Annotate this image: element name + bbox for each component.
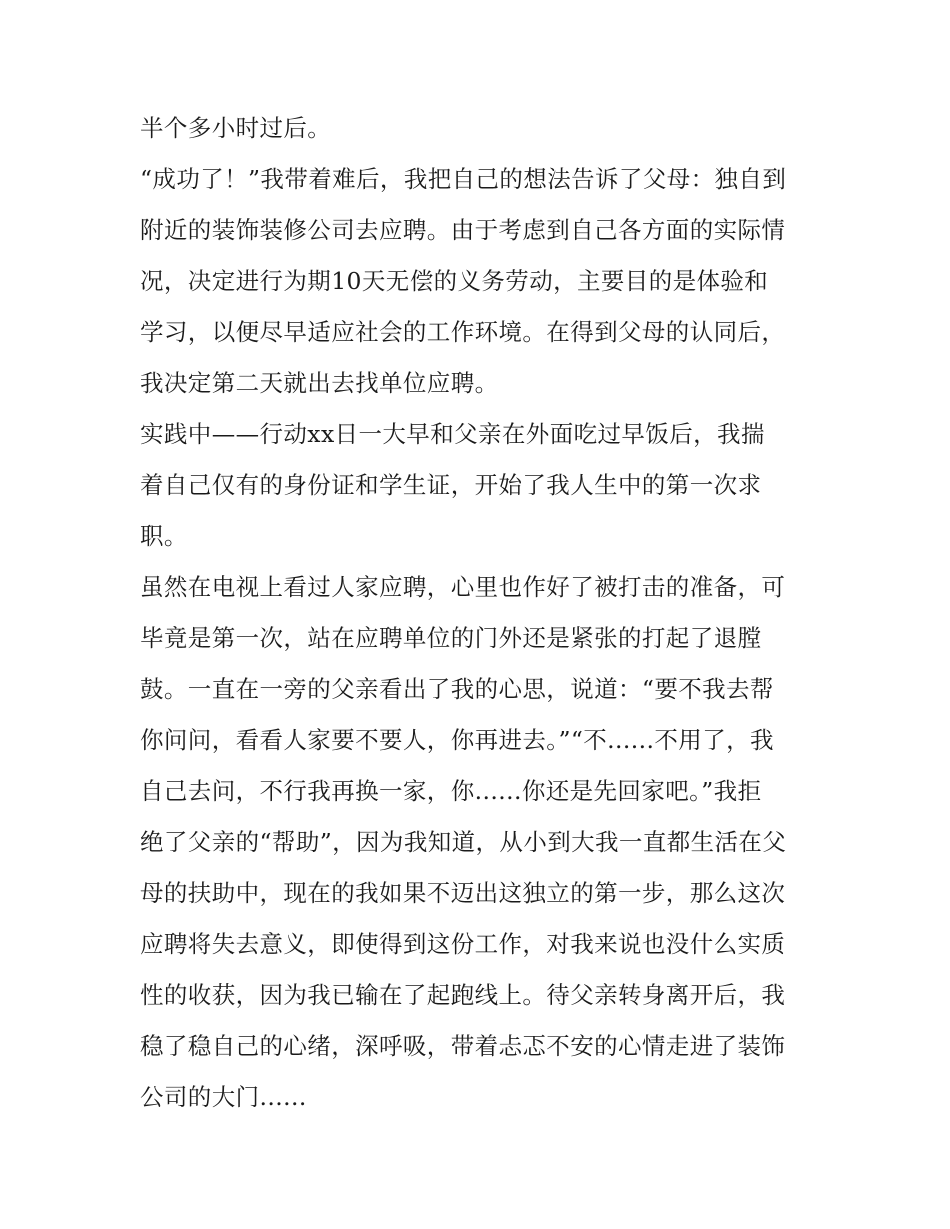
text-line: 公司的大门...... [140, 1083, 307, 1111]
text-line: 母的扶助中，现在的我如果不迈出这独立的第一步，那么这次 [140, 879, 786, 907]
text-line: 自己去问，不行我再换一家，你......你还是先回家吧。”我拒 [140, 777, 762, 805]
text-line: 我决定第二天就出去找单位应聘。 [140, 369, 499, 397]
text-line: 性的收获，因为我已输在了起跑线上。待父亲转身离开后，我 [140, 981, 786, 1009]
text-line: 毕竟是第一次，站在应聘单位的门外还是紧张的打起了退膛 [140, 624, 762, 652]
text-line: “成功了！”我带着难后，我把自己的想法告诉了父母：独自到 [140, 165, 787, 193]
text-line: 附近的装饰装修公司去应聘。由于考虑到自己各方面的实际情 [140, 216, 786, 244]
text-line: 绝了父亲的“帮助”，因为我知道，从小到大我一直都生活在父 [140, 828, 787, 856]
text-line: 鼓。一直在一旁的父亲看出了我的心思，说道：“要不我去帮 [140, 675, 774, 703]
text-line: 况，决定进行为期10天无偿的义务劳动，主要目的是体验和 [140, 267, 769, 295]
text-line: 着自己仅有的身份证和学生证，开始了我人生中的第一次求 [140, 471, 762, 499]
text-line: 实践中——行动xx日一大早和父亲在外面吃过早饭后，我揣 [140, 420, 765, 448]
text-line: 学习，以便尽早适应社会的工作环境。在得到父母的认同后， [140, 318, 786, 346]
text-line: 半个多小时过后。 [140, 114, 332, 142]
text-line: 虽然在电视上看过人家应聘，心里也作好了被打击的准备，可 [140, 573, 786, 601]
document-body [140, 103, 820, 1123]
text-line: 应聘将失去意义，即使得到这份工作，对我来说也没什么实质 [140, 930, 786, 958]
text-line: 职。 [140, 522, 188, 550]
text-line: 你问问，看看人家要不要人，你再进去。”“不......不用了，我 [140, 726, 774, 754]
text-line: 稳了稳自己的心绪，深呼吸，带着忐忑不安的心情走进了装饰 [140, 1032, 786, 1060]
